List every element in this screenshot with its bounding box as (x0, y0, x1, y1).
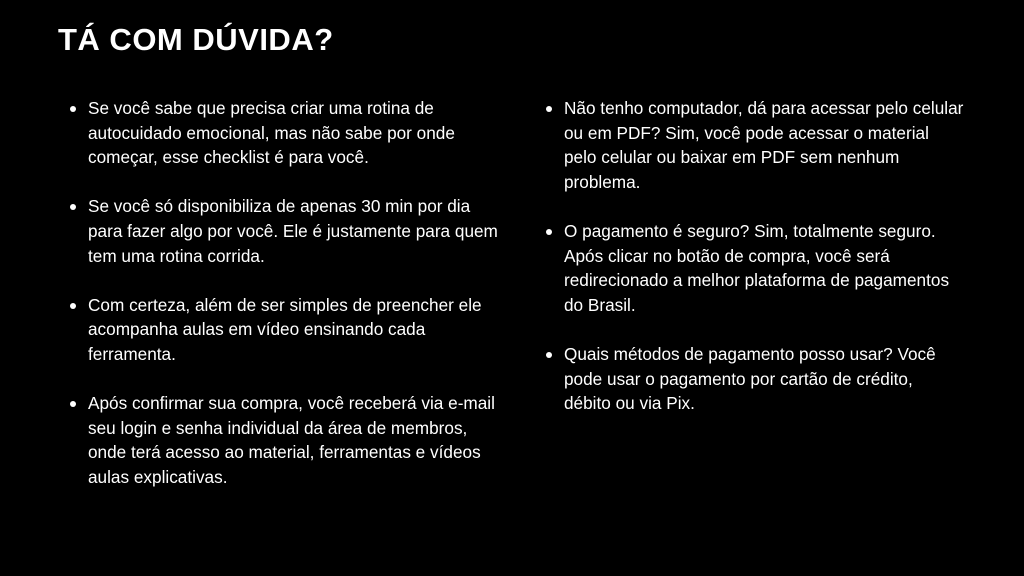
faq-list-right (544, 96, 964, 440)
list-item (68, 194, 498, 268)
list-item (544, 219, 964, 317)
bullet-icon (70, 204, 76, 210)
list-item (68, 293, 498, 367)
bullet-icon (70, 401, 76, 407)
bullet-icon (546, 352, 552, 358)
list-item-text: Com certeza, além de ser simples de preencher ele acompanha aulas em vídeo ensinando cada ferramenta. (88, 294, 482, 364)
list-item-text: Após confirmar sua compra, você receberá via e-mail seu login e senha individual da área de membros, onde terá acesso ao material, ferramentas e vídeos aulas explicativas. (88, 393, 495, 487)
list-item-text: Não tenho computador, dá para acessar pelo celular ou em PDF? Sim, você pode acessar o material pelo celular ou baixar em PDF sem nenhum problema. (564, 98, 964, 192)
bullet-icon (546, 106, 552, 112)
list-item-text: Se você sabe que precisa criar uma rotina de autocuidado emocional, mas não sabe por onde começar, esse checklist é para você. (88, 98, 455, 168)
bullet-icon (546, 229, 552, 235)
list-item (68, 96, 498, 170)
list-item-text: Quais métodos de pagamento posso usar? Você pode usar o pagamento por cartão de crédito, débito ou via Pix. (564, 343, 936, 414)
bullet-icon (70, 106, 76, 112)
list-item-text: Se você só disponibiliza de apenas 30 min por dia para fazer algo por você. Ele é justamente para quem tem uma rotina corrida. (88, 196, 498, 266)
bullet-icon (70, 303, 76, 309)
list-item (544, 342, 964, 416)
list-item (544, 96, 964, 194)
list-item-text: O pagamento é seguro? Sim, totalmente seguro. Após clicar no botão de compra, você será redirecionado a melhor plataforma de pagamentos do Brasil. (564, 220, 950, 315)
list-item (68, 391, 498, 489)
page-title: TÁ COM DÚVIDA? (58, 22, 334, 57)
faq-list-left (68, 96, 498, 514)
